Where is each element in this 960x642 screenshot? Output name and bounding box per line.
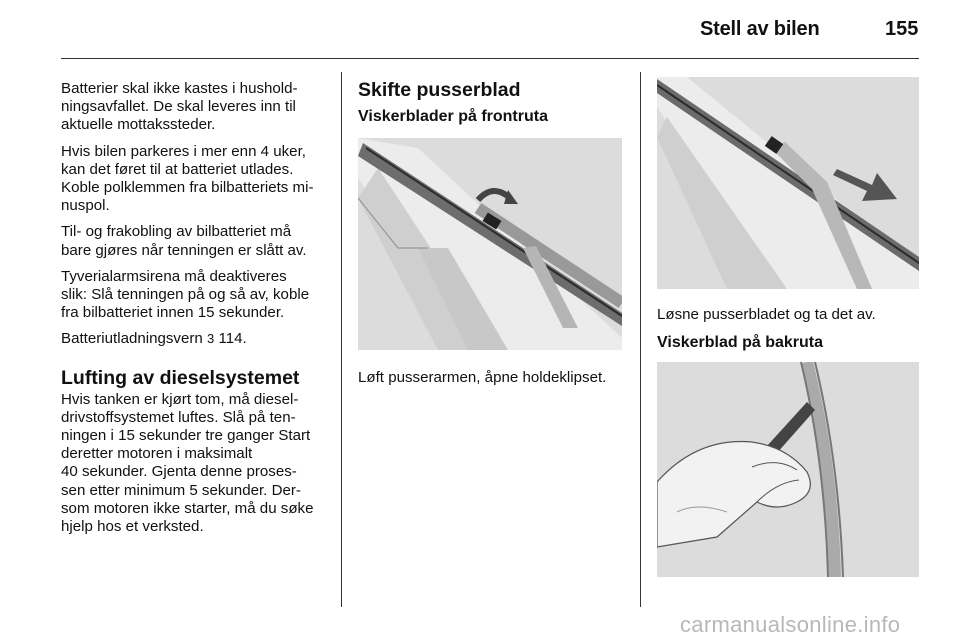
column-divider-right xyxy=(640,72,641,607)
subheading-front-wiper: Viskerblader på frontruta xyxy=(358,108,548,125)
watermark: carmanualsonline.info xyxy=(680,612,901,637)
page-number: 155 xyxy=(885,18,919,40)
heading-diesel-venting: Lufting av dieselsystemet xyxy=(61,366,300,389)
caption-wiper-remove: Løsne pusserbladet og ta det av. xyxy=(657,306,876,323)
page-reference[interactable]: 114. xyxy=(218,330,247,348)
header-rule xyxy=(61,58,919,59)
heading-replace-wiper: Skifte pusserblad xyxy=(358,79,521,101)
paragraph-parking: Hvis bilen parkeres i mer enn 4 uker, kan det føret til at batteriet utlades. Koble polklemmen fra bilbatteriets mi- nuspol. xyxy=(61,142,314,215)
paragraph-alarm: Tyverialarmsirena må deaktiveres slik: Slå tenningen på og så av, koble fra bilbatteriet innen 15 sekunder. xyxy=(61,267,310,322)
caption-front-wiper: Løft pusserarmen, åpne holdeklipset. xyxy=(358,369,607,386)
paragraph-battery-disposal: Batterier skal ikke kastes i hushold- ningsavfallet. De skal leveres inn til aktuelle mottakssteder. xyxy=(61,80,298,134)
page-reference-icon[interactable]: 3 xyxy=(207,331,215,347)
paragraph-connect: Til- og frakobling av bilbatteriet må bare gjøres når tenningen er slått av. xyxy=(61,223,307,259)
column-divider-left xyxy=(341,72,342,607)
paragraph-diesel: Hvis tanken er kjørt tom, må diesel- drivstoffsystemet luftes. Slå på ten- ningen i 15 sekunder tre ganger Start deretter motoren i maksimalt 40 sekunder. Gjenta denne proses- sen etter minimum 5 sekunder. Der- som motoren ikke starter, må du søke hjelp hos et verksted. xyxy=(61,390,314,536)
figure-rear-wiper xyxy=(657,362,919,577)
figure-front-wiper-lift xyxy=(358,138,622,350)
page-header-title: Stell av bilen xyxy=(700,18,820,40)
column-2 xyxy=(358,79,628,127)
paragraph-discharge-protection: Batteriutladningsvern 3 114. xyxy=(61,330,247,348)
figure-wiper-blade-remove xyxy=(657,77,919,289)
subheading-rear-wiper: Viskerblad på bakruta xyxy=(657,334,823,351)
column-1 xyxy=(61,80,333,544)
